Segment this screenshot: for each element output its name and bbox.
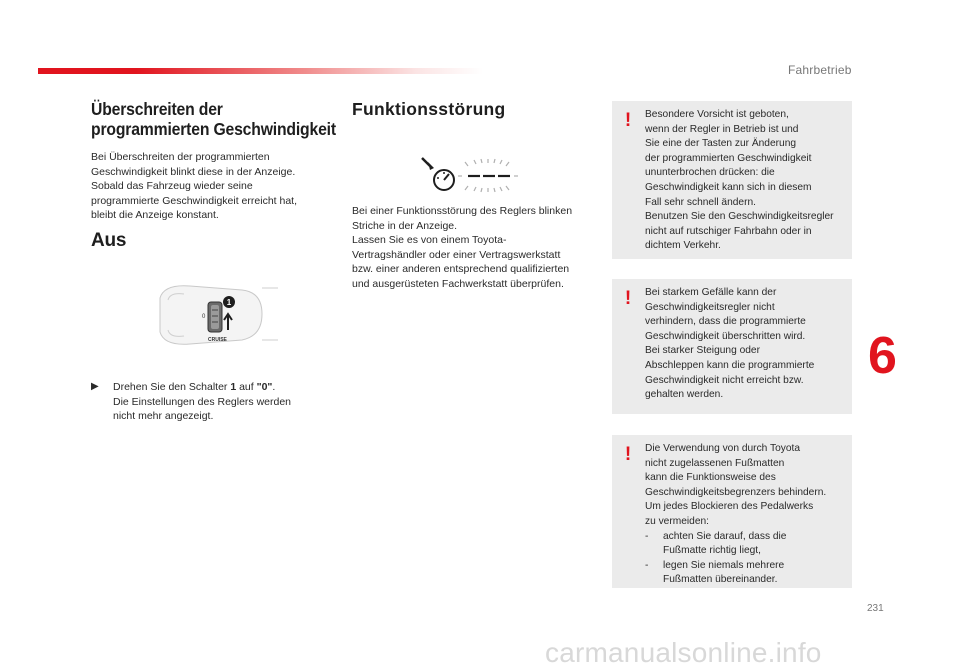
warning-icon: ! <box>624 110 632 131</box>
floor-mat-list <box>645 530 846 588</box>
section-header: Fahrbetrieb <box>788 63 852 77</box>
page-number: 231 <box>867 603 884 614</box>
off-section-title: Aus <box>91 230 127 251</box>
malfunction-paragraph: Bei einer Funktionsstörung des Reglers blinken Striche in der Anzeige. Lassen Sie es von einem Toyota- Vertragshändler oder einer Vertragswerkstatt bzw. einer anderen entsprechend qualifizierten und ausgerüsteten Fachwerkstatt überprüfen. <box>352 205 573 290</box>
display-dashes-illustration <box>418 156 528 194</box>
malfunction-section-title: Funktionsstörung <box>352 99 506 119</box>
overspeed-section-title <box>91 99 341 139</box>
section-title: Überschreiten der programmierten Geschwindigkeit <box>91 99 336 139</box>
header-accent-bar <box>38 68 483 74</box>
warning-box-caution: ! Besondere Vorsicht ist geboten, wenn der Regler in Betrieb ist und Sie eine der Tasten zur Änderung der programmierten Geschwindigkeit ununterbrochen drücken: die Geschwindigkeit kann sich in diesem Fall sehr schnell ändern. Benutzen Sie den Geschwindigkeitsregler nicht auf rutschiger Fahrbahn oder in dichtem Verkehr. <box>612 101 852 259</box>
warning-icon: ! <box>624 444 632 465</box>
bullet-icon: ▶ <box>91 381 99 392</box>
list-item: - legen Sie niemals mehrere Fußmatten übereinander. <box>645 559 785 586</box>
cruise-label: CRUISE <box>208 337 227 343</box>
cruise-switch-illustration <box>150 278 280 350</box>
warning-box-floor-mats: ! Die Verwendung von durch Toyota nicht zugelassenen Fußmatten kann die Funktionsweise des Geschwindigkeitsbegrenzers behindern. Um jedes Blockieren des Pedalwerks zu vermeiden: - achten Sie darauf, dass die Fußmatte richtig liegt, - legen Sie niemals mehrere Fußmatten übereinander. <box>612 435 852 588</box>
chapter-number: 6 <box>868 327 897 385</box>
off-instruction: ▶ Drehen Sie den Schalter 1 auf "0". Die Einstellungen des Reglers werden nicht mehr angezeigt. <box>91 381 292 422</box>
overspeed-paragraph: Bei Überschreiten der programmierten Geschwindigkeit blinkt diese in der Anzeige. Sobald das Fahrzeug wieder seine programmierte Geschwindigkeit erreicht hat, bleibt die Anzeige konstant. <box>91 151 298 221</box>
warning-box-slope: ! Bei starkem Gefälle kann der Geschwindigkeitsregler nicht verhindern, dass die programmierte Geschwindigkeit überschritten wird. Bei starker Steigung oder Abschleppen kann die programmierte Geschwindigkeit nicht erreicht bzw. gehalten werden. <box>612 279 852 414</box>
watermark: carmanualsonline.info <box>545 637 822 668</box>
warning-icon: ! <box>624 288 632 309</box>
callout-number: 1 <box>226 298 232 307</box>
list-item: - achten Sie darauf, dass die Fußmatte richtig liegt, <box>645 530 787 557</box>
switch-zero-label: 0 <box>202 314 206 320</box>
